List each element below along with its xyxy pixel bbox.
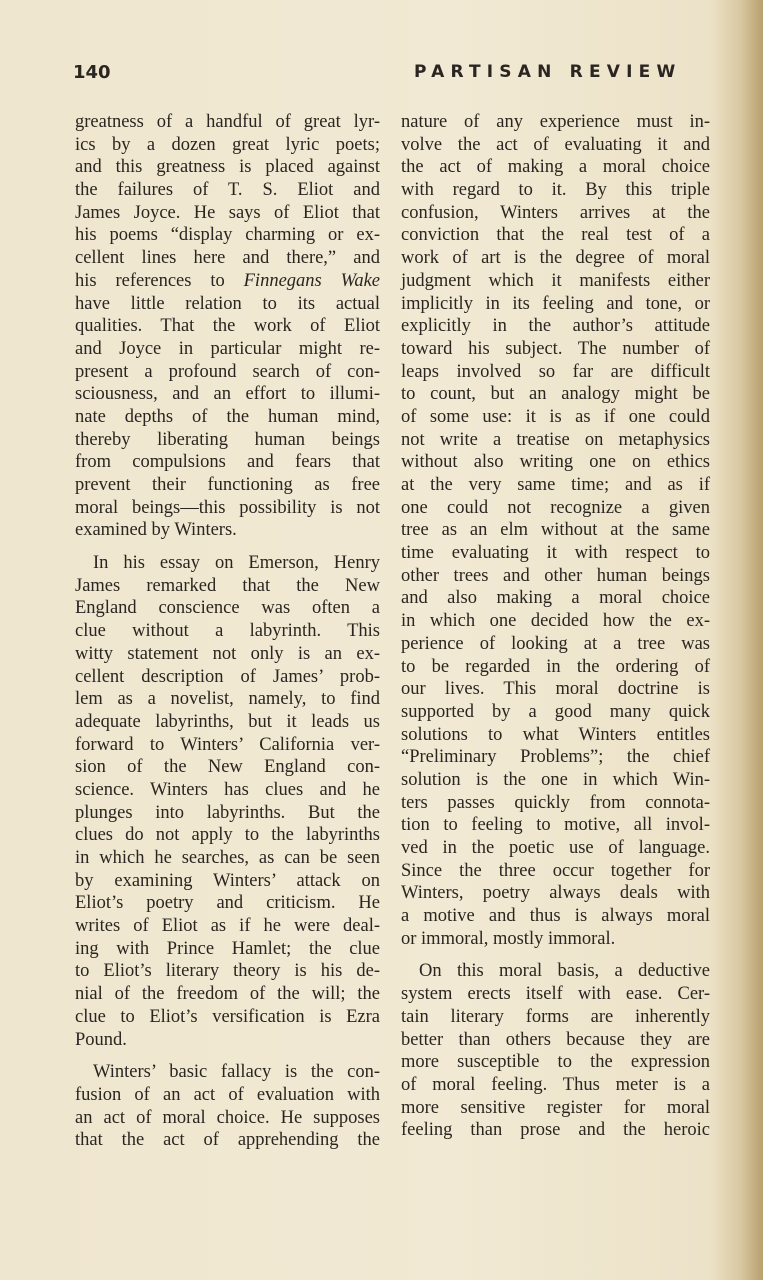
text-line: have little relation to its actual <box>75 293 380 314</box>
text-line: Pound. <box>75 1029 127 1050</box>
text-line: not write a treatise on metaphysics <box>401 429 710 450</box>
text-line: to be regarded in the ordering of <box>401 656 710 677</box>
text-line: solution is the one in which Win- <box>401 769 710 790</box>
text-line: an act of moral choice. He supposes <box>75 1107 380 1128</box>
paragraph <box>75 552 380 1051</box>
text-line: witty statement not only is an ex- <box>75 643 380 664</box>
text-line: lem as a novelist, namely, to find <box>75 689 380 710</box>
text-line: James remarked that the New <box>75 575 380 596</box>
text-line: leaps involved so far are difficult <box>401 361 710 382</box>
text-line: nature of any experience must in- <box>401 112 710 132</box>
text-line: by examining Winters’ attack on <box>75 870 380 891</box>
text-line: other trees and other human beings <box>401 565 710 586</box>
text-line: volve the act of evaluating it and <box>401 134 710 155</box>
text-line: without also writing one on ethics <box>401 452 710 473</box>
text-line: time evaluating it with respect to <box>401 543 710 564</box>
text-line: prevent their functioning as free <box>75 475 380 495</box>
text-line: present a profound search of con- <box>75 361 380 382</box>
text-line: qualities. That the work of Eliot <box>75 316 380 337</box>
text-line: nial of the freedom of the will; the <box>75 984 380 1005</box>
text-line: with regard to it. By this triple <box>401 180 710 201</box>
text-line: Winters, poetry always deals with <box>401 883 710 904</box>
text-line: Eliot’s poetry and criticism. He <box>75 893 380 914</box>
text-line: On this moral basis, a deductive <box>419 961 710 982</box>
text-line: moral beings—this possibility is not <box>75 497 380 518</box>
right-column <box>401 111 710 1152</box>
text-line: toward his subject. The number of <box>401 338 710 359</box>
text-line: a motive and thus is always moral <box>401 906 710 927</box>
text-line: and Joyce in particular might re- <box>75 338 380 359</box>
text-line: sion of the New England con- <box>75 757 380 778</box>
text-line: explicitly in the author’s attitude <box>401 316 710 337</box>
text-line: confusion, Winters arrives at the <box>401 202 710 223</box>
text-line: thereby liberating human beings <box>75 429 380 450</box>
text-line: adequate labyrinths, but it leads us <box>75 711 380 732</box>
text-line: in which one decided how the ex- <box>401 611 710 632</box>
text-line: clue without a labyrinth. This <box>75 621 380 642</box>
text-line: of moral feeling. Thus meter is a <box>401 1074 710 1095</box>
text-line: solutions to what Winters entitles <box>401 724 710 745</box>
text-line: Winters’ basic fallacy is the con- <box>93 1062 380 1083</box>
text-line: James Joyce. He says of Eliot that <box>75 202 380 223</box>
text-line: judgment which it manifests either <box>401 270 710 291</box>
text-segment: his references to <box>75 270 244 291</box>
text-line: Since the three occur together for <box>401 860 710 881</box>
text-line: writes of Eliot as if he were deal- <box>75 916 380 937</box>
text-line: nate depths of the human mind, <box>75 406 380 427</box>
italic-title: Finnegans Wake <box>243 270 380 291</box>
text-line: or immoral, mostly immoral. <box>401 928 616 949</box>
text-line: and this greatness is placed against <box>75 157 380 178</box>
text-line: clues do not apply to the labyrinths <box>75 825 380 846</box>
text-line: that the act of apprehending the <box>75 1130 380 1151</box>
paragraph <box>401 111 710 950</box>
text-line: implicitly in its feeling and tone, or <box>401 293 710 314</box>
text-line: our lives. This moral doctrine is <box>401 679 710 700</box>
text-line: the act of making a moral choice <box>401 157 710 178</box>
text-line: ters passes quickly from connota- <box>401 792 710 813</box>
paragraph <box>75 1061 380 1152</box>
text-line: cellent description of James’ prob- <box>75 666 380 687</box>
left-column <box>75 111 380 1162</box>
text-line: at the very same time; and as if <box>401 475 710 495</box>
text-line: more susceptible to the expression <box>401 1052 710 1073</box>
text-line: feeling than prose and the heroic <box>401 1120 710 1141</box>
text-line: ing with Prince Hamlet; the clue <box>75 938 380 959</box>
text-line: one could not recognize a given <box>401 497 710 518</box>
text-line: of some use: it is as if one could <box>401 406 710 427</box>
text-line: ics by a dozen great lyric poets; <box>75 134 380 155</box>
text-line: “Preliminary Problems”; the chief <box>401 747 710 768</box>
text-line: plunges into labyrinths. But the <box>75 802 380 823</box>
running-title: PARTISAN REVIEW <box>414 62 682 82</box>
text-line: clue to Eliot’s versification is Ezra <box>75 1006 380 1027</box>
text-line: cellent lines here and there,” and <box>75 248 380 269</box>
text-line: perience of looking at a tree was <box>401 633 710 654</box>
text-line: conviction that the real test of a <box>401 225 710 246</box>
text-line: to Eliot’s literary theory is his de- <box>75 961 380 982</box>
text-line: tree as an elm without at the same <box>401 520 710 541</box>
paragraph <box>75 111 380 542</box>
text-line: fusion of an act of evaluation with <box>75 1084 380 1105</box>
page-number: 140 <box>73 62 111 83</box>
text-line: science. Winters has clues and he <box>75 779 380 800</box>
text-line: system erects itself with ease. Cer- <box>401 984 710 1005</box>
text-line: greatness of a handful of great lyr- <box>75 112 380 132</box>
text-line: work of art is the degree of moral <box>401 248 710 269</box>
text-line <box>75 270 380 293</box>
text-line: and also making a moral choice <box>401 588 710 609</box>
text-line: ved in the poetic use of language. <box>401 838 710 858</box>
paragraph <box>401 960 710 1142</box>
text-line: supported by a good many quick <box>401 701 710 722</box>
text-line: more sensitive register for moral <box>401 1097 710 1118</box>
text-line: forward to Winters’ California ver- <box>75 734 380 755</box>
text-line: tion to feeling to motive, all invol- <box>401 815 710 836</box>
text-line: England conscience was often a <box>75 598 380 619</box>
text-line: tain literary forms are inherently <box>401 1006 710 1027</box>
text-line: sciousness, and an effort to illumi- <box>75 384 380 405</box>
text-line: better than others because they are <box>401 1029 710 1050</box>
text-line: from compulsions and fears that <box>75 452 380 473</box>
text-line: examined by Winters. <box>75 520 237 541</box>
text-line: In his essay on Emerson, Henry <box>93 553 380 574</box>
text-line: in which he searches, as can be seen <box>75 848 380 868</box>
text-line: to count, but an analogy might be <box>401 384 710 405</box>
text-line: his poems “display charming or ex- <box>75 225 380 246</box>
text-line: the failures of T. S. Eliot and <box>75 180 380 201</box>
